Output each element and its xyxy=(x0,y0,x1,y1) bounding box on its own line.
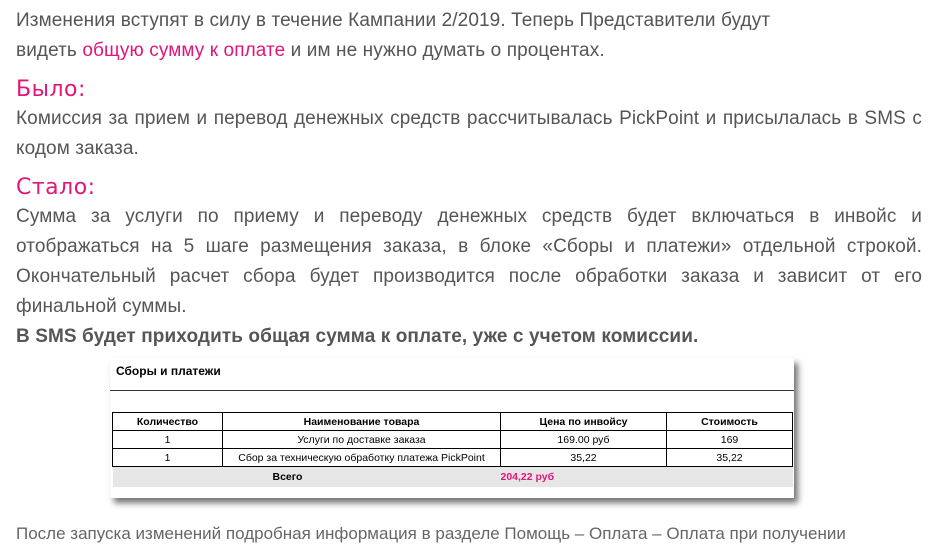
after-text: Сумма за услуги по приему и переводу денежных средств будет включаться в инвойс и отображаться на 5 шаге размещения заказа, в блоке «Сборы и платежи» отдельной строкой. Окончательный расчет сбора будет производится после обработки заказа и зависит от его финальной суммы. xyxy=(16,206,922,317)
row-quantity: 1 xyxy=(113,449,223,467)
table-row xyxy=(113,431,793,449)
after-block xyxy=(16,202,922,352)
fees-panel-divider xyxy=(110,390,794,391)
row-item-name: Сбор за техническую обработку платежа PickPoint xyxy=(223,449,501,467)
row-cost: 169 xyxy=(667,431,793,449)
row-invoice-price: 169.00 руб xyxy=(501,431,667,449)
intro-line-2-start: видеть xyxy=(16,40,83,61)
total-row xyxy=(113,467,793,488)
column-header-cost: Стоимость xyxy=(667,413,793,431)
after-bold-text: В SMS будет приходить общая сумма к оплате, уже с учетом комиссии. xyxy=(16,326,699,347)
fees-panel-title: Сборы и платежи xyxy=(116,364,221,378)
total-label: Всего xyxy=(223,467,501,488)
column-header-quantity: Количество xyxy=(113,413,223,431)
row-quantity: 1 xyxy=(113,431,223,449)
row-invoice-price: 35,22 xyxy=(501,449,667,467)
before-text: Комиссия за прием и перевод денежных средств рассчитывалась PickPoint и присылалась в SMS с кодом заказа. xyxy=(16,108,922,159)
intro-paragraph xyxy=(16,6,922,66)
before-heading: Было: xyxy=(16,77,86,102)
fees-table xyxy=(112,412,793,487)
column-header-invoice-price: Цена по инвойсу xyxy=(501,413,667,431)
intro-line-1: Изменения вступят в силу в течение Кампании 2/2019. Теперь Представители будут xyxy=(16,10,771,31)
intro-line-2-end: и им не нужно думать о процентах. xyxy=(285,40,605,61)
table-row xyxy=(113,449,793,467)
footer-text: После запуска изменений подробная информация в разделе Помощь – Оплата – Оплата при получении xyxy=(16,524,846,543)
column-header-item-name: Наименование товара xyxy=(223,413,501,431)
total-amount: 204,22 руб xyxy=(501,467,667,488)
row-item-name: Услуги по доставке заказа xyxy=(223,431,501,449)
total-amount-highlight: общую сумму к оплате xyxy=(82,40,286,61)
fees-panel xyxy=(110,358,794,498)
row-cost: 35,22 xyxy=(667,449,793,467)
intro-line-2 xyxy=(16,36,922,66)
fees-table-header xyxy=(113,413,793,431)
after-heading: Стало: xyxy=(16,175,96,200)
